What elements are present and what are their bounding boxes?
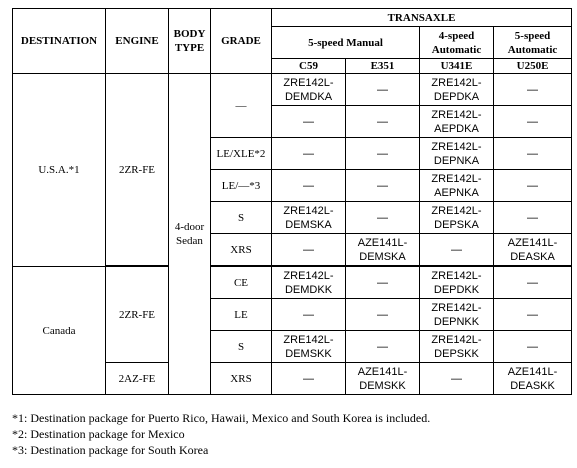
grade-cell: LE — [211, 299, 272, 331]
model-code-cell: ZRE142L-DEPDKK — [420, 267, 494, 299]
table-row — [13, 267, 572, 299]
model-code-cell: — — [346, 138, 420, 170]
grade-cell: S — [211, 202, 272, 234]
footnote: *3: Destination package for South Korea — [12, 443, 209, 457]
model-code-cell: ZRE142L-DEPNKA — [420, 138, 494, 170]
model-code-cell: — — [346, 74, 420, 106]
model-code-cell: ZRE142L-DEMDKA — [272, 74, 346, 106]
header-destination: DESTINATION — [13, 9, 106, 74]
table-row — [13, 74, 572, 106]
grade-cell: LE/XLE*2 — [211, 138, 272, 170]
model-code-cell: ZRE142L-DEPNKK — [420, 299, 494, 331]
model-code-table — [12, 8, 572, 395]
model-code-cell: — — [346, 170, 420, 202]
model-code-cell: — — [494, 267, 572, 299]
model-code-cell: — — [272, 363, 346, 395]
header-grade: GRADE — [211, 9, 272, 74]
model-code-cell: ZRE142L-DEMSKK — [272, 331, 346, 363]
header-code-u341e: U341E — [420, 59, 494, 74]
footnote: *2: Destination package for Mexico — [12, 427, 185, 441]
grade-cell: CE — [211, 267, 272, 299]
model-code-cell: AZE141L-DEASKK — [494, 363, 572, 395]
model-code-cell: ZRE142L-DEPDKA — [420, 74, 494, 106]
table-body — [13, 74, 572, 395]
model-code-cell: AZE141L-DEASKA — [494, 234, 572, 266]
header-body-type: BODY TYPE — [169, 9, 211, 74]
grade-cell: XRS — [211, 363, 272, 395]
engine-cell: 2ZR-FE — [106, 74, 169, 266]
model-code-cell: ZRE142L-DEMSKA — [272, 202, 346, 234]
model-code-cell: — — [494, 170, 572, 202]
model-code-cell: — — [272, 170, 346, 202]
table-header — [13, 9, 572, 74]
footnotes — [12, 410, 572, 458]
model-code-cell: — — [272, 234, 346, 266]
header-5-speed-automatic: 5-speed Automatic — [494, 27, 572, 59]
engine-cell: 2ZR-FE — [106, 267, 169, 363]
model-code-cell: AZE141L-DEMSKA — [346, 234, 420, 266]
model-code-cell: — — [272, 299, 346, 331]
engine-cell: 2AZ-FE — [106, 363, 169, 395]
grade-cell: XRS — [211, 234, 272, 266]
model-code-cell: ZRE142L-DEMDKK — [272, 267, 346, 299]
model-code-cell: — — [420, 234, 494, 266]
model-code-cell: — — [494, 74, 572, 106]
model-code-cell: — — [272, 106, 346, 138]
model-code-cell: — — [346, 202, 420, 234]
model-code-cell: — — [272, 138, 346, 170]
body-type-cell: 4-door Sedan — [169, 74, 211, 395]
model-code-cell: — — [494, 331, 572, 363]
header-code-c59: C59 — [272, 59, 346, 74]
header-code-u250e: U250E — [494, 59, 572, 74]
model-code-cell: — — [494, 138, 572, 170]
model-code-cell: — — [494, 106, 572, 138]
model-code-cell: ZRE142L-DEPSKK — [420, 331, 494, 363]
model-code-cell: — — [346, 331, 420, 363]
grade-cell: LE/—*3 — [211, 170, 272, 202]
model-code-cell: AZE141L-DEMSKK — [346, 363, 420, 395]
grade-cell: S — [211, 331, 272, 363]
footnote: *1: Destination package for Puerto Rico, Hawaii, Mexico and South Korea is included. — [12, 411, 431, 425]
model-code-cell: ZRE142L-DEPSKA — [420, 202, 494, 234]
header-4-speed-automatic: 4-speed Automatic — [420, 27, 494, 59]
header-engine: ENGINE — [106, 9, 169, 74]
model-code-cell: — — [346, 106, 420, 138]
model-code-cell: — — [346, 267, 420, 299]
model-code-cell: — — [420, 363, 494, 395]
model-code-cell: ZRE142L-AEPNKA — [420, 170, 494, 202]
model-code-cell: — — [346, 299, 420, 331]
model-code-cell: — — [494, 299, 572, 331]
model-code-cell: ZRE142L-AEPDKA — [420, 106, 494, 138]
header-5-speed-manual: 5-speed Manual — [272, 27, 420, 59]
header-code-e351: E351 — [346, 59, 420, 74]
grade-cell: — — [211, 74, 272, 138]
model-code-cell: — — [494, 202, 572, 234]
destination-cell: U.S.A.*1 — [13, 74, 106, 267]
destination-cell: Canada — [13, 267, 106, 395]
header-transaxle: TRANSAXLE — [272, 9, 572, 27]
